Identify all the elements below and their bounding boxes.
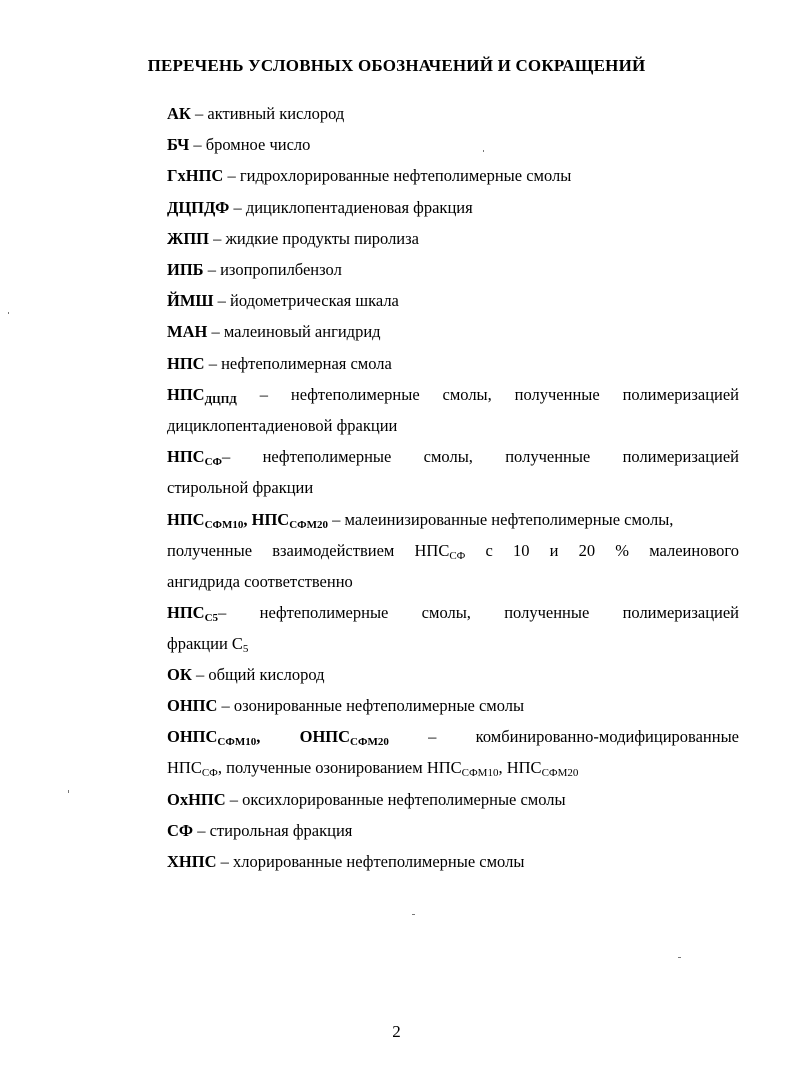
entry-abbr: ОНПС — [167, 727, 218, 746]
entry-abbr-sub: СФМ20 — [289, 519, 328, 531]
entry-abbr: ХНПС — [167, 852, 217, 871]
entry-desc: комбинированно-модифицированные — [475, 727, 740, 746]
entry-abbr: ЙМШ — [167, 291, 214, 310]
entry-abbr: ДЦПДФ — [167, 198, 230, 217]
entry-onps-sfm: $ОНПС_{СФМ10}$, $ОНПС_{СФМ20}$ – комбинированно-модифицированные $НПС_{СФ}$, полученные озонированием $НПС_{СФМ10}$, $НПС_{СФМ20}$ — [167, 721, 739, 783]
entry-desc-cont: стирольной фракции — [167, 478, 314, 497]
entry-abbr: БЧ — [167, 135, 190, 154]
entry-xnps: ХНПС – хлорированные нефтеполимерные смолы — [167, 852, 525, 871]
entry-abbr-sub: С5 — [204, 612, 219, 624]
entry-desc: изопропилбензол — [220, 260, 342, 279]
entry-desc: озонированные нефтеполимерные смолы — [233, 696, 525, 715]
entry-abbr-sub: СФ — [204, 456, 222, 468]
entry-abbr: ОК — [167, 665, 192, 684]
entry-desc: гидрохлорированные нефтеполимерные смолы — [239, 166, 572, 185]
scan-speck — [68, 790, 69, 793]
entry-desc: бромное число — [205, 135, 311, 154]
scan-speck — [8, 312, 9, 314]
entry-abbr-sub: ДЦПД — [204, 394, 237, 406]
entry-gxnps: ГхНПС – гидрохлорированные нефтеполимерные смолы — [167, 166, 572, 185]
entry-desc: нефтеполимерная смола — [221, 354, 392, 373]
entry-abbr: ГхНПС — [167, 166, 224, 185]
entry-desc: общий кислород — [208, 665, 325, 684]
entry-abbr: СФ — [167, 821, 194, 840]
entry-desc: жидкие продукты пиролиза — [225, 229, 419, 248]
entry-desc-cont: дициклопентадиеновой фракции — [167, 416, 398, 435]
entry-desc: хлорированные нефтеполимерные смолы — [233, 852, 525, 871]
entry-imsh: ЙМШ – йодометрическая шкала — [167, 291, 399, 310]
entry-nps-sfm: $НПС_{СФМ10}$, $НПС_{СФМ20}$ – малеинизированные нефтеполимерные смолы, полученные взаимодействием $НПС_{СФ}$ с 10 и 20 % малеинового ангидрида соответственно — [167, 504, 739, 597]
scan-speck — [412, 914, 415, 915]
entry-desc: дициклопентадиеновая фракция — [245, 198, 473, 217]
entry-abbr: НПС — [167, 385, 205, 404]
entry-dcpdf: ДЦПДФ – дициклопентадиеновая фракция — [167, 198, 473, 217]
entry-abbr: ИПБ — [167, 260, 204, 279]
entry-desc: нефтеполимерные смолы, полученные полимеризацией — [259, 603, 740, 622]
scan-speck — [483, 150, 484, 152]
entry-sf: СФ – стирольная фракция — [167, 821, 353, 840]
entry-abbr-sub: СФМ10 — [204, 519, 244, 531]
entry-ak: АК – активный кислород — [167, 104, 345, 123]
entry-bch: БЧ – бромное число — [167, 135, 311, 154]
entry-desc: стирольная фракция — [209, 821, 353, 840]
page-number: 2 — [392, 1022, 401, 1041]
entry-abbr: НПС — [167, 603, 205, 622]
entry-desc: активный кислород — [207, 104, 345, 123]
entry-abbr: НПС — [167, 510, 205, 529]
entry-abbr: ЖПП — [167, 229, 209, 248]
entry-desc: малеинизированные нефтеполимерные смолы, — [344, 510, 674, 529]
entry-ipb: ИПБ – изопропилбензол — [167, 260, 342, 279]
entry-nps-c5: $НПС_{С5}-$ нефтеполимерные смолы, полученные полимеризацией фракции $С_5$ — [167, 603, 740, 655]
entry-desc: оксихлорированные нефтеполимерные смолы — [242, 790, 566, 809]
entry-desc: нефтеполимерные смолы, полученные полимеризацией — [290, 385, 740, 404]
entry-nps-dcpd: $НПС_{ДЦПД}$ – нефтеполимерные смолы, полученные полимеризацией дициклопентадиеновой фракции — [167, 379, 739, 441]
entry-desc: йодометрическая шкала — [230, 291, 399, 310]
entry-abbr-sub: СФМ10 — [217, 736, 257, 748]
entry-abbr: АК — [167, 104, 191, 123]
page-title: ПЕРЕЧЕНЬ УСЛОВНЫХ ОБОЗНАЧЕНИЙ И СОКРАЩЕНИЙ — [147, 56, 646, 75]
entry-ok: ОК – общий кислород — [167, 665, 325, 684]
entry-abbr: ОхНПС — [167, 790, 226, 809]
entry-desc: малеиновый ангидрид — [223, 322, 381, 341]
entry-oxnps: ОхНПС – оксихлорированные нефтеполимерные смолы — [167, 790, 566, 809]
entry-abbr-sub: СФМ20 — [350, 736, 389, 748]
entry-nps: НПС – нефтеполимерная смола — [167, 354, 392, 373]
entry-onps: ОНПС – озонированные нефтеполимерные смолы — [167, 696, 525, 715]
entry-zhpp: ЖПП – жидкие продукты пиролиза — [167, 229, 419, 248]
entry-abbr: ОНПС — [167, 696, 218, 715]
entry-man: МАН – малеиновый ангидрид — [167, 322, 381, 341]
entry-abbr: НПС — [251, 510, 290, 529]
entry-desc: нефтеполимерные смолы, полученные полимеризацией — [262, 447, 740, 466]
entry-desc-cont: $НПС_{СФ}$, полученные озонированием $НПС_{СФМ10}$, $НПС_{СФМ20}$ — [167, 758, 579, 779]
entry-abbr: ОНПС — [299, 727, 351, 746]
entry-abbr: МАН — [167, 322, 208, 341]
scan-speck — [678, 957, 681, 958]
entry-desc-cont: ангидрида соответственно — [167, 572, 353, 591]
entry-nps-sf: $НПС_{СФ}-$ нефтеполимерные смолы, полученные полимеризацией стирольной фракции — [167, 441, 739, 503]
entry-abbr: НПС — [167, 447, 205, 466]
entry-abbr: НПС — [167, 354, 205, 373]
